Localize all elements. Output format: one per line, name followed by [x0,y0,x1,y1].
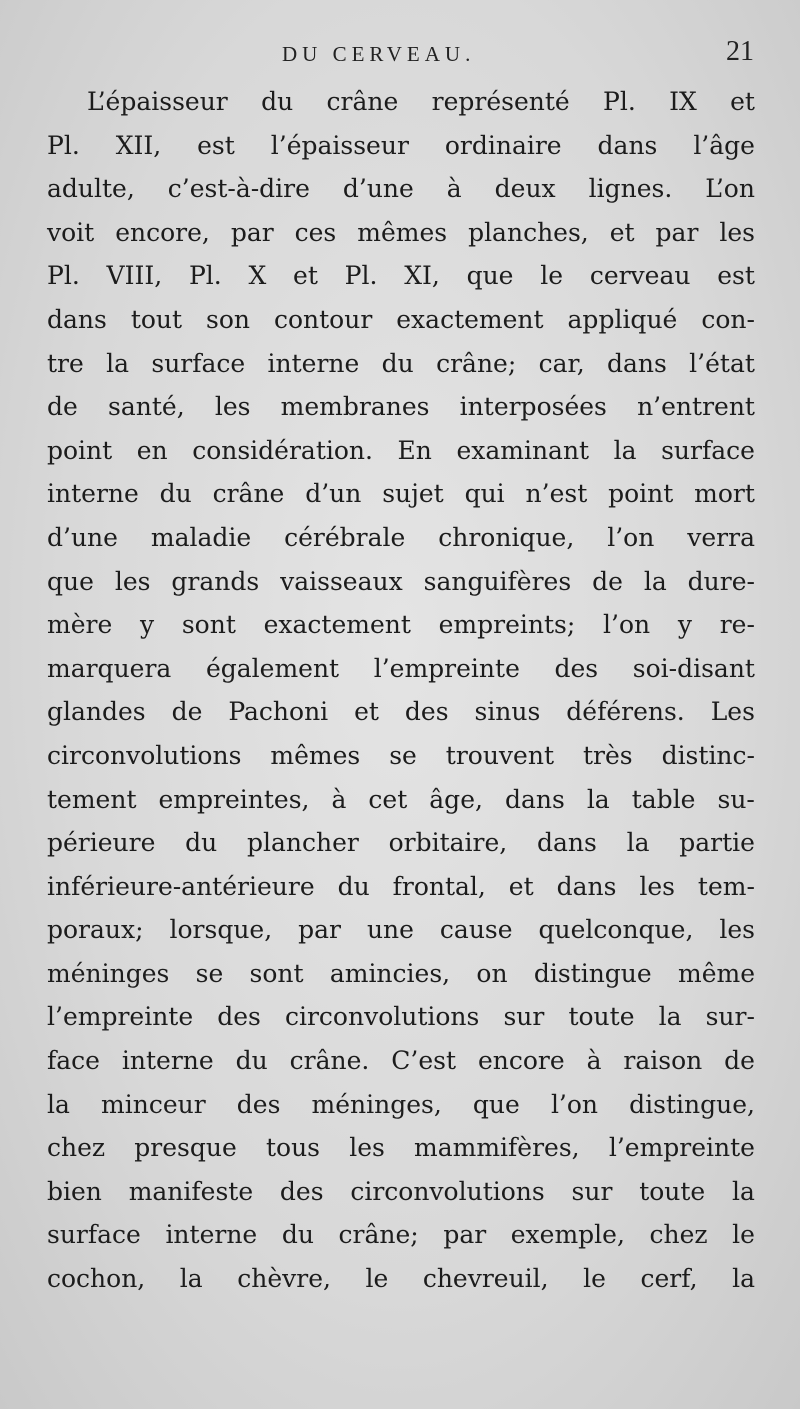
word: cet [368,784,408,814]
word: interposées [459,392,607,422]
word: marquera [47,653,172,683]
word: cérébrale [284,522,406,552]
word: crâne; [338,1220,419,1250]
word: considération. [192,435,373,465]
text-line [47,603,755,647]
word: le [732,1220,755,1250]
word: mêmes [357,217,448,247]
text-line [47,211,755,255]
word: Pl. [47,261,80,291]
word: XII, [115,130,162,160]
word: con- [701,304,755,334]
word: mort [694,479,755,509]
word: surface [661,435,755,465]
word: surface [151,348,246,378]
word: circonvolutions [350,1176,545,1206]
word: son [206,304,251,334]
word: l’empreinte [608,1133,755,1163]
word: interne [47,479,139,509]
word: du [281,1220,314,1250]
word: IX [669,87,697,116]
word: par [655,217,699,247]
word: distinc- [661,740,755,770]
text-line [47,778,755,822]
word: de [47,392,78,422]
text-line [47,865,755,909]
word: l’empreinte [47,1002,194,1032]
word: sur [503,1002,545,1032]
word: le [365,1264,389,1294]
word: frontal, [392,871,486,901]
word: inférieure-antérieure [47,871,315,901]
word: une [366,915,414,945]
word: interne [267,348,360,378]
text-line [47,1126,755,1170]
word: l’on [607,522,655,552]
word: d’une [342,174,414,204]
word: L’épaisseur [87,87,228,116]
word: sinus [474,697,541,727]
text-line [47,1039,755,1083]
word: et [508,871,534,901]
word: sanguifères [423,566,572,596]
word: exactement [396,304,544,334]
text-line [47,952,755,996]
word: circonvolutions [47,740,242,770]
word: Les [710,697,755,727]
text-line [47,385,755,429]
text-line [47,472,755,516]
word: tous [265,1133,320,1163]
word: lorsque, [169,915,273,945]
word: examinant [456,435,590,465]
word: l’empreinte [373,653,520,683]
word: on [476,958,508,988]
word: trouvent [445,740,554,770]
text-line [47,298,755,342]
word: du [235,1046,268,1076]
word: encore, [115,217,210,247]
word: dans [556,871,617,901]
text-line [47,734,755,778]
word: circonvolutions [284,1002,480,1032]
word: les [639,871,675,901]
word: lignes. [588,174,673,204]
word: des [554,653,599,683]
word: du [185,828,218,858]
word: verra [687,522,755,552]
word: chez [649,1220,708,1250]
page-number: 21 [726,36,754,67]
word: XI, [404,261,440,291]
word: Pl. [603,87,636,116]
word: VIII, [106,261,163,291]
text-line [47,1083,755,1127]
word: sont [181,610,236,640]
word: mère [47,610,113,640]
word: vaisseaux [280,566,403,596]
word: de [592,566,623,596]
word: quelconque, [538,915,694,945]
word: n’entrent [637,392,755,422]
word: minceur [101,1089,206,1119]
word: est [197,130,235,160]
word: face [47,1046,100,1076]
word: contour [273,304,373,334]
word: du [337,871,370,901]
word: du [381,348,414,378]
word: même [677,958,755,988]
word: ces [294,217,337,247]
word: âge, [429,784,483,814]
text-line [47,690,755,734]
word: distingue [533,958,652,988]
word: à [586,1046,602,1076]
word: et [354,697,379,727]
word: à [331,784,347,814]
word: la [643,566,667,596]
word: y [139,610,155,640]
word: point [47,435,113,465]
word: la [732,1264,755,1294]
word: membranes [280,392,430,422]
word: re- [719,610,755,640]
word: tre [47,348,84,378]
word: Pl. [344,261,378,291]
text-line [47,80,755,124]
word: la [626,828,650,858]
word: très [582,740,633,770]
word: que [47,566,94,596]
word: appliqué [567,304,678,334]
word: n’est [525,479,588,509]
text-line [47,560,755,604]
word: toute [639,1176,706,1206]
word: crâne [212,479,285,509]
word: la [732,1176,755,1206]
word: se [389,740,417,770]
word: les [214,392,251,422]
word: qui [464,479,505,509]
word: tem- [697,871,755,901]
word: également [205,653,340,683]
word: En [397,435,432,465]
word: surface [47,1220,141,1250]
word: cerveau [589,261,691,291]
word: des [217,1002,261,1032]
word: les [349,1133,385,1163]
word: sujet [382,479,444,509]
text-line [47,254,755,298]
word: table [631,784,696,814]
word: la [586,784,610,814]
word: mammifères, [414,1133,580,1163]
word: l’épaisseur [270,130,409,160]
text-line [47,342,755,386]
word: dans [504,784,565,814]
word: et [730,87,755,116]
word: presque [134,1133,237,1163]
word: par [230,217,274,247]
text-line [47,167,755,211]
word: y [677,610,692,640]
word: méninges, [311,1089,442,1119]
word: et [293,261,318,291]
word: la [613,435,637,465]
word: maladie [150,522,252,552]
word: exemple, [510,1220,625,1250]
word: poraux; [47,915,144,945]
text-line [47,647,755,691]
word: distingue, [629,1089,755,1119]
text-line [47,1257,755,1301]
word: se [195,958,224,988]
word: point [608,479,674,509]
word: X [248,261,267,291]
word: car, [538,348,585,378]
word: l’on [550,1089,599,1119]
text-line [47,821,755,865]
word: C’est [391,1046,457,1076]
word: l’état [689,348,755,378]
word: les [719,217,755,247]
word: interne [165,1220,258,1250]
word: Pachoni [228,697,329,727]
word: bien [47,1176,102,1206]
word: Pl. [47,130,80,160]
text-line [47,516,755,560]
word: sur [571,1176,613,1206]
running-title: DU CERVEAU. [282,42,476,66]
word: planches, [468,217,589,247]
word: cause [439,915,513,945]
word: des [236,1089,281,1119]
word: crâne [326,87,399,116]
word: sont [249,958,304,988]
word: de [171,697,203,727]
word: les [719,915,755,945]
word: le [583,1264,606,1294]
word: chronique, [438,522,575,552]
word: dans [47,304,107,334]
word: interne [121,1046,214,1076]
word: d’un [305,479,362,509]
word: de [724,1046,755,1076]
word: que [472,1089,520,1119]
word: en [136,435,168,465]
word: du [261,87,294,116]
text-line [47,1213,755,1257]
word: crâne. [289,1046,370,1076]
word: les [114,566,151,596]
word: la [658,1002,682,1032]
word: cerf, [640,1264,698,1294]
text-line [47,995,755,1039]
word: exactement [263,610,411,640]
word: glandes [47,697,146,727]
word: des [404,697,449,727]
word: chevreuil, [422,1264,549,1294]
word: voit [47,217,95,247]
body-paragraph [47,80,755,1301]
word: empreints; [438,610,576,640]
word: représenté [431,87,570,116]
word: par [298,915,341,945]
word: chèvre, [237,1264,331,1294]
text-line [47,429,755,473]
word: grands [171,566,260,596]
word: manifeste [128,1176,254,1206]
word: ordinaire [444,130,562,160]
word: toute [568,1002,635,1032]
word: à [446,174,462,204]
word: tout [130,304,183,334]
word: encore [477,1046,565,1076]
word: plancher [247,828,359,858]
word: mêmes [270,740,361,770]
word: orbitaire, [388,828,508,858]
word: dans [537,828,597,858]
word: raison [623,1046,703,1076]
word: dans [597,130,658,160]
word: l’âge [693,130,755,160]
word: la [47,1089,70,1119]
word: crâne; [436,348,517,378]
word: est [717,261,755,291]
word: tement [47,784,137,814]
word: des [279,1176,324,1206]
word: c’est-à-dire [167,174,310,204]
word: su- [717,784,755,814]
word: dans [607,348,667,378]
word: adulte, [47,174,135,204]
word: dure- [687,566,755,596]
word: déférens. [566,697,685,727]
text-line [47,1170,755,1214]
word: amincies, [329,958,451,988]
word: cochon, [47,1264,146,1294]
word: du [159,479,192,509]
word: le [540,261,564,291]
word: partie [679,828,755,858]
word: chez [47,1133,106,1163]
word: périeure [47,828,156,858]
word: la [106,348,130,378]
word: soi-disant [632,653,755,683]
word: la [179,1264,203,1294]
text-line [47,908,755,952]
text-line [47,124,755,168]
page-header [0,34,800,74]
word: que [466,261,514,291]
word: l’on [603,610,651,640]
word: et [609,217,635,247]
word: par [443,1220,487,1250]
word: sur- [705,1002,755,1032]
word: méninges [47,958,170,988]
word: deux [494,174,556,204]
word: d’une [47,522,118,552]
word: santé, [108,392,185,422]
word: L’on [705,174,755,204]
word: empreintes, [158,784,310,814]
word: Pl. [188,261,222,291]
